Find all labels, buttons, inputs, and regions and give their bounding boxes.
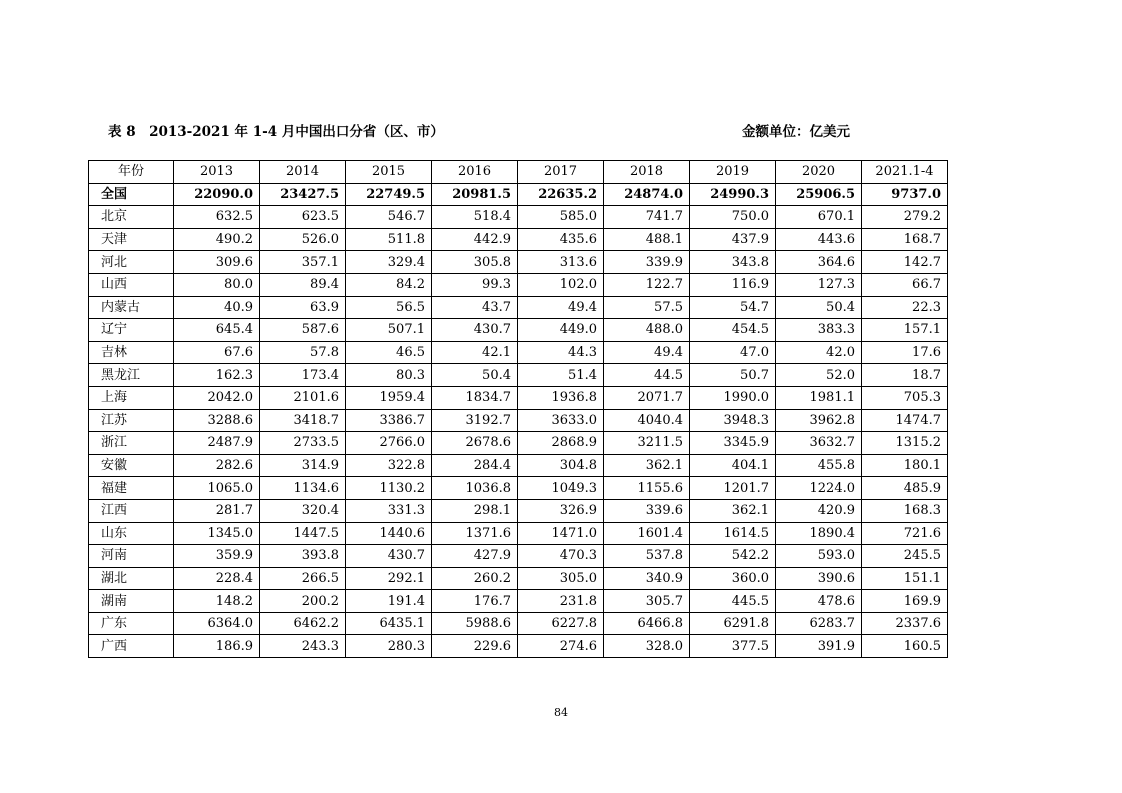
value-cell: 442.9 bbox=[432, 228, 518, 251]
value-cell: 50.7 bbox=[690, 364, 776, 387]
value-cell: 435.6 bbox=[518, 228, 604, 251]
value-cell: 281.7 bbox=[174, 499, 260, 522]
value-cell: 518.4 bbox=[432, 206, 518, 229]
region-cell: 湖北 bbox=[89, 567, 174, 590]
value-cell: 362.1 bbox=[604, 454, 690, 477]
value-cell: 1134.6 bbox=[260, 477, 346, 500]
value-cell: 54.7 bbox=[690, 296, 776, 319]
table-row bbox=[89, 454, 948, 477]
value-cell: 231.8 bbox=[518, 590, 604, 613]
value-cell: 437.9 bbox=[690, 228, 776, 251]
value-cell: 455.8 bbox=[776, 454, 862, 477]
value-cell: 454.5 bbox=[690, 319, 776, 342]
value-cell: 329.4 bbox=[346, 251, 432, 274]
value-cell: 420.9 bbox=[776, 499, 862, 522]
value-cell: 1065.0 bbox=[174, 477, 260, 500]
value-cell: 364.6 bbox=[776, 251, 862, 274]
value-cell: 359.9 bbox=[174, 545, 260, 568]
value-cell: 339.6 bbox=[604, 499, 690, 522]
value-cell: 49.4 bbox=[604, 341, 690, 364]
value-cell: 243.3 bbox=[260, 635, 346, 658]
table-row bbox=[89, 319, 948, 342]
value-cell: 20981.5 bbox=[432, 183, 518, 206]
region-cell: 江西 bbox=[89, 499, 174, 522]
value-cell: 3288.6 bbox=[174, 409, 260, 432]
value-cell: 304.8 bbox=[518, 454, 604, 477]
value-cell: 22090.0 bbox=[174, 183, 260, 206]
value-cell: 1345.0 bbox=[174, 522, 260, 545]
value-cell: 750.0 bbox=[690, 206, 776, 229]
value-cell: 632.5 bbox=[174, 206, 260, 229]
value-cell: 173.4 bbox=[260, 364, 346, 387]
value-cell: 42.0 bbox=[776, 341, 862, 364]
region-cell: 全国 bbox=[89, 183, 174, 206]
header-cell-2017: 2017 bbox=[518, 161, 604, 184]
value-cell: 279.2 bbox=[862, 206, 948, 229]
value-cell: 2868.9 bbox=[518, 432, 604, 455]
value-cell: 537.8 bbox=[604, 545, 690, 568]
table-row bbox=[89, 206, 948, 229]
value-cell: 57.5 bbox=[604, 296, 690, 319]
value-cell: 23427.5 bbox=[260, 183, 346, 206]
value-cell: 50.4 bbox=[432, 364, 518, 387]
value-cell: 1036.8 bbox=[432, 477, 518, 500]
value-cell: 585.0 bbox=[518, 206, 604, 229]
value-cell: 488.1 bbox=[604, 228, 690, 251]
table-row bbox=[89, 409, 948, 432]
table-row bbox=[89, 567, 948, 590]
value-cell: 3632.7 bbox=[776, 432, 862, 455]
value-cell: 47.0 bbox=[690, 341, 776, 364]
value-cell: 5988.6 bbox=[432, 612, 518, 635]
value-cell: 2733.5 bbox=[260, 432, 346, 455]
table-row bbox=[89, 499, 948, 522]
value-cell: 292.1 bbox=[346, 567, 432, 590]
value-cell: 320.4 bbox=[260, 499, 346, 522]
value-cell: 102.0 bbox=[518, 273, 604, 296]
value-cell: 1614.5 bbox=[690, 522, 776, 545]
region-cell: 广西 bbox=[89, 635, 174, 658]
value-cell: 2042.0 bbox=[174, 386, 260, 409]
value-cell: 1224.0 bbox=[776, 477, 862, 500]
value-cell: 186.9 bbox=[174, 635, 260, 658]
table-row bbox=[89, 183, 948, 206]
value-cell: 1890.4 bbox=[776, 522, 862, 545]
region-cell: 北京 bbox=[89, 206, 174, 229]
value-cell: 44.3 bbox=[518, 341, 604, 364]
value-cell: 3948.3 bbox=[690, 409, 776, 432]
value-cell: 260.2 bbox=[432, 567, 518, 590]
value-cell: 169.9 bbox=[862, 590, 948, 613]
header-cell-2019: 2019 bbox=[690, 161, 776, 184]
page-number: 84 bbox=[554, 706, 568, 719]
value-cell: 2101.6 bbox=[260, 386, 346, 409]
value-cell: 80.3 bbox=[346, 364, 432, 387]
value-cell: 80.0 bbox=[174, 273, 260, 296]
value-cell: 176.7 bbox=[432, 590, 518, 613]
value-cell: 274.6 bbox=[518, 635, 604, 658]
value-cell: 116.9 bbox=[690, 273, 776, 296]
table-row bbox=[89, 386, 948, 409]
value-cell: 705.3 bbox=[862, 386, 948, 409]
value-cell: 587.6 bbox=[260, 319, 346, 342]
value-cell: 445.5 bbox=[690, 590, 776, 613]
value-cell: 360.0 bbox=[690, 567, 776, 590]
value-cell: 99.3 bbox=[432, 273, 518, 296]
table-row bbox=[89, 296, 948, 319]
value-cell: 6283.7 bbox=[776, 612, 862, 635]
value-cell: 404.1 bbox=[690, 454, 776, 477]
table-body bbox=[89, 183, 948, 657]
value-cell: 151.1 bbox=[862, 567, 948, 590]
value-cell: 313.6 bbox=[518, 251, 604, 274]
value-cell: 22749.5 bbox=[346, 183, 432, 206]
value-cell: 488.0 bbox=[604, 319, 690, 342]
region-cell: 安徽 bbox=[89, 454, 174, 477]
value-cell: 22.3 bbox=[862, 296, 948, 319]
value-cell: 305.0 bbox=[518, 567, 604, 590]
value-cell: 1990.0 bbox=[690, 386, 776, 409]
value-cell: 362.1 bbox=[690, 499, 776, 522]
value-cell: 1155.6 bbox=[604, 477, 690, 500]
region-cell: 黑龙江 bbox=[89, 364, 174, 387]
value-cell: 6435.1 bbox=[346, 612, 432, 635]
value-cell: 168.7 bbox=[862, 228, 948, 251]
header-cell-2013: 2013 bbox=[174, 161, 260, 184]
value-cell: 49.4 bbox=[518, 296, 604, 319]
table-row bbox=[89, 228, 948, 251]
region-cell: 内蒙古 bbox=[89, 296, 174, 319]
value-cell: 339.9 bbox=[604, 251, 690, 274]
value-cell: 721.6 bbox=[862, 522, 948, 545]
value-cell: 46.5 bbox=[346, 341, 432, 364]
value-cell: 309.6 bbox=[174, 251, 260, 274]
value-cell: 526.0 bbox=[260, 228, 346, 251]
header-cell-year-label: 年份 bbox=[89, 161, 174, 184]
value-cell: 546.7 bbox=[346, 206, 432, 229]
value-cell: 282.6 bbox=[174, 454, 260, 477]
header-cell-2021.1-4: 2021.1-4 bbox=[862, 161, 948, 184]
table-row bbox=[89, 273, 948, 296]
region-cell: 浙江 bbox=[89, 432, 174, 455]
value-cell: 142.7 bbox=[862, 251, 948, 274]
region-cell: 辽宁 bbox=[89, 319, 174, 342]
table-row bbox=[89, 522, 948, 545]
unit-label: 金额单位：亿美元 bbox=[742, 124, 850, 140]
value-cell: 593.0 bbox=[776, 545, 862, 568]
value-cell: 127.3 bbox=[776, 273, 862, 296]
value-cell: 305.7 bbox=[604, 590, 690, 613]
value-cell: 89.4 bbox=[260, 273, 346, 296]
value-cell: 157.1 bbox=[862, 319, 948, 342]
value-cell: 3211.5 bbox=[604, 432, 690, 455]
region-cell: 河南 bbox=[89, 545, 174, 568]
value-cell: 6364.0 bbox=[174, 612, 260, 635]
value-cell: 485.9 bbox=[862, 477, 948, 500]
value-cell: 623.5 bbox=[260, 206, 346, 229]
value-cell: 6466.8 bbox=[604, 612, 690, 635]
export-by-province-table bbox=[88, 160, 948, 658]
value-cell: 314.9 bbox=[260, 454, 346, 477]
table-title: 表 8 2013-2021 年 1-4 月中国出口分省（区、市） bbox=[108, 124, 444, 140]
value-cell: 2071.7 bbox=[604, 386, 690, 409]
value-cell: 280.3 bbox=[346, 635, 432, 658]
value-cell: 490.2 bbox=[174, 228, 260, 251]
region-cell: 吉林 bbox=[89, 341, 174, 364]
value-cell: 1474.7 bbox=[862, 409, 948, 432]
value-cell: 57.8 bbox=[260, 341, 346, 364]
value-cell: 3345.9 bbox=[690, 432, 776, 455]
value-cell: 266.5 bbox=[260, 567, 346, 590]
value-cell: 343.8 bbox=[690, 251, 776, 274]
value-cell: 284.4 bbox=[432, 454, 518, 477]
value-cell: 24874.0 bbox=[604, 183, 690, 206]
value-cell: 357.1 bbox=[260, 251, 346, 274]
value-cell: 40.9 bbox=[174, 296, 260, 319]
value-cell: 449.0 bbox=[518, 319, 604, 342]
value-cell: 52.0 bbox=[776, 364, 862, 387]
value-cell: 229.6 bbox=[432, 635, 518, 658]
value-cell: 66.7 bbox=[862, 273, 948, 296]
header-cell-2020: 2020 bbox=[776, 161, 862, 184]
value-cell: 4040.4 bbox=[604, 409, 690, 432]
value-cell: 84.2 bbox=[346, 273, 432, 296]
value-cell: 6291.8 bbox=[690, 612, 776, 635]
value-cell: 25906.5 bbox=[776, 183, 862, 206]
table-row bbox=[89, 341, 948, 364]
value-cell: 430.7 bbox=[432, 319, 518, 342]
value-cell: 6462.2 bbox=[260, 612, 346, 635]
value-cell: 1440.6 bbox=[346, 522, 432, 545]
table-row bbox=[89, 590, 948, 613]
value-cell: 3418.7 bbox=[260, 409, 346, 432]
value-cell: 3386.7 bbox=[346, 409, 432, 432]
header-cell-2018: 2018 bbox=[604, 161, 690, 184]
value-cell: 2766.0 bbox=[346, 432, 432, 455]
value-cell: 393.8 bbox=[260, 545, 346, 568]
value-cell: 22635.2 bbox=[518, 183, 604, 206]
value-cell: 24990.3 bbox=[690, 183, 776, 206]
header-cell-2014: 2014 bbox=[260, 161, 346, 184]
value-cell: 383.3 bbox=[776, 319, 862, 342]
value-cell: 18.7 bbox=[862, 364, 948, 387]
value-cell: 228.4 bbox=[174, 567, 260, 590]
region-cell: 山西 bbox=[89, 273, 174, 296]
value-cell: 2337.6 bbox=[862, 612, 948, 635]
value-cell: 44.5 bbox=[604, 364, 690, 387]
region-cell: 广东 bbox=[89, 612, 174, 635]
value-cell: 298.1 bbox=[432, 499, 518, 522]
value-cell: 6227.8 bbox=[518, 612, 604, 635]
region-cell: 上海 bbox=[89, 386, 174, 409]
region-cell: 福建 bbox=[89, 477, 174, 500]
value-cell: 160.5 bbox=[862, 635, 948, 658]
value-cell: 148.2 bbox=[174, 590, 260, 613]
value-cell: 391.9 bbox=[776, 635, 862, 658]
region-cell: 河北 bbox=[89, 251, 174, 274]
region-cell: 天津 bbox=[89, 228, 174, 251]
value-cell: 50.4 bbox=[776, 296, 862, 319]
value-cell: 3962.8 bbox=[776, 409, 862, 432]
value-cell: 3192.7 bbox=[432, 409, 518, 432]
value-cell: 507.1 bbox=[346, 319, 432, 342]
region-cell: 湖南 bbox=[89, 590, 174, 613]
value-cell: 51.4 bbox=[518, 364, 604, 387]
value-cell: 1981.1 bbox=[776, 386, 862, 409]
value-cell: 245.5 bbox=[862, 545, 948, 568]
table-row bbox=[89, 612, 948, 635]
table-row bbox=[89, 545, 948, 568]
value-cell: 1049.3 bbox=[518, 477, 604, 500]
value-cell: 1315.2 bbox=[862, 432, 948, 455]
value-cell: 741.7 bbox=[604, 206, 690, 229]
value-cell: 2487.9 bbox=[174, 432, 260, 455]
value-cell: 1471.0 bbox=[518, 522, 604, 545]
value-cell: 645.4 bbox=[174, 319, 260, 342]
value-cell: 377.5 bbox=[690, 635, 776, 658]
region-cell: 江苏 bbox=[89, 409, 174, 432]
value-cell: 478.6 bbox=[776, 590, 862, 613]
value-cell: 42.1 bbox=[432, 341, 518, 364]
value-cell: 331.3 bbox=[346, 499, 432, 522]
value-cell: 67.6 bbox=[174, 341, 260, 364]
value-cell: 122.7 bbox=[604, 273, 690, 296]
value-cell: 1447.5 bbox=[260, 522, 346, 545]
table-header-row bbox=[89, 161, 948, 184]
value-cell: 63.9 bbox=[260, 296, 346, 319]
value-cell: 168.3 bbox=[862, 499, 948, 522]
table-row bbox=[89, 364, 948, 387]
value-cell: 191.4 bbox=[346, 590, 432, 613]
table-row bbox=[89, 635, 948, 658]
value-cell: 1834.7 bbox=[432, 386, 518, 409]
header-cell-2016: 2016 bbox=[432, 161, 518, 184]
value-cell: 470.3 bbox=[518, 545, 604, 568]
value-cell: 430.7 bbox=[346, 545, 432, 568]
value-cell: 326.9 bbox=[518, 499, 604, 522]
value-cell: 305.8 bbox=[432, 251, 518, 274]
value-cell: 9737.0 bbox=[862, 183, 948, 206]
value-cell: 390.6 bbox=[776, 567, 862, 590]
value-cell: 443.6 bbox=[776, 228, 862, 251]
value-cell: 328.0 bbox=[604, 635, 690, 658]
value-cell: 200.2 bbox=[260, 590, 346, 613]
table-row bbox=[89, 477, 948, 500]
value-cell: 1959.4 bbox=[346, 386, 432, 409]
value-cell: 427.9 bbox=[432, 545, 518, 568]
value-cell: 670.1 bbox=[776, 206, 862, 229]
value-cell: 1130.2 bbox=[346, 477, 432, 500]
value-cell: 511.8 bbox=[346, 228, 432, 251]
value-cell: 340.9 bbox=[604, 567, 690, 590]
region-cell: 山东 bbox=[89, 522, 174, 545]
value-cell: 1601.4 bbox=[604, 522, 690, 545]
value-cell: 17.6 bbox=[862, 341, 948, 364]
value-cell: 2678.6 bbox=[432, 432, 518, 455]
table-row bbox=[89, 432, 948, 455]
value-cell: 1371.6 bbox=[432, 522, 518, 545]
value-cell: 3633.0 bbox=[518, 409, 604, 432]
value-cell: 1201.7 bbox=[690, 477, 776, 500]
value-cell: 43.7 bbox=[432, 296, 518, 319]
value-cell: 180.1 bbox=[862, 454, 948, 477]
value-cell: 56.5 bbox=[346, 296, 432, 319]
value-cell: 162.3 bbox=[174, 364, 260, 387]
table-row bbox=[89, 251, 948, 274]
value-cell: 542.2 bbox=[690, 545, 776, 568]
header-cell-2015: 2015 bbox=[346, 161, 432, 184]
value-cell: 322.8 bbox=[346, 454, 432, 477]
value-cell: 1936.8 bbox=[518, 386, 604, 409]
